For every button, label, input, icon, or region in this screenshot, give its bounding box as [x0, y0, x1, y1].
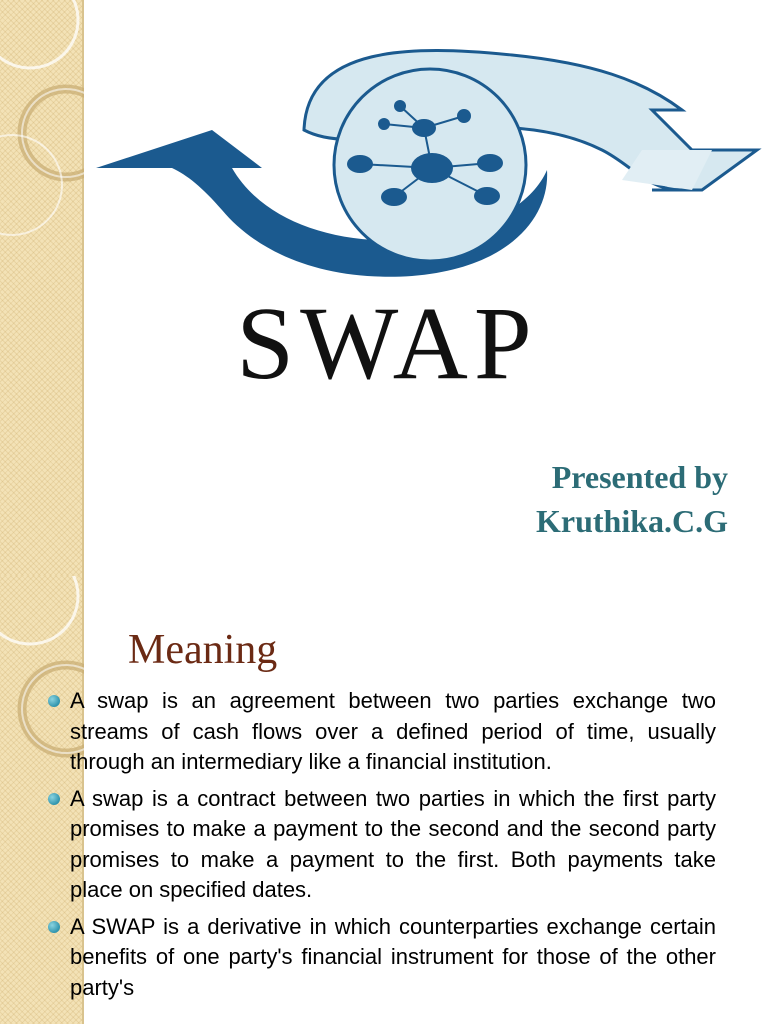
presented-by-label: Presented by: [551, 459, 728, 495]
bullet-icon: [48, 921, 60, 933]
bullet-list: [44, 686, 716, 1009]
list-item: [44, 784, 716, 906]
bullet-icon: [48, 793, 60, 805]
meaning-slide: [0, 576, 768, 1024]
bullet-icon: [48, 695, 60, 707]
bullet-text: A swap is an agreement between two parties exchange two streams of cash flows over a defined period of time, usually through an intermediary like a financial institution.: [70, 688, 716, 774]
slide-heading: Meaning: [128, 627, 278, 673]
bullet-text: A SWAP is a derivative in which counterparties exchange certain benefits of one party's financial instrument for those of the other party's: [70, 913, 716, 1000]
presenter-name: Kruthika.C.G: [535, 503, 728, 539]
swap-logo-icon: [92, 0, 768, 290]
presenter-block: [536, 455, 728, 543]
list-item: [44, 686, 716, 778]
logo-wordmark: SWAP: [236, 286, 538, 401]
list-item: [44, 912, 716, 1004]
decorative-rings-icon: [0, 0, 84, 576]
bullet-text: A swap is a contract between two parties in which the first party promises to make a payment to the second and the second party promises to make a payment to the first. Both payments take place on specified dates.: [70, 785, 716, 902]
